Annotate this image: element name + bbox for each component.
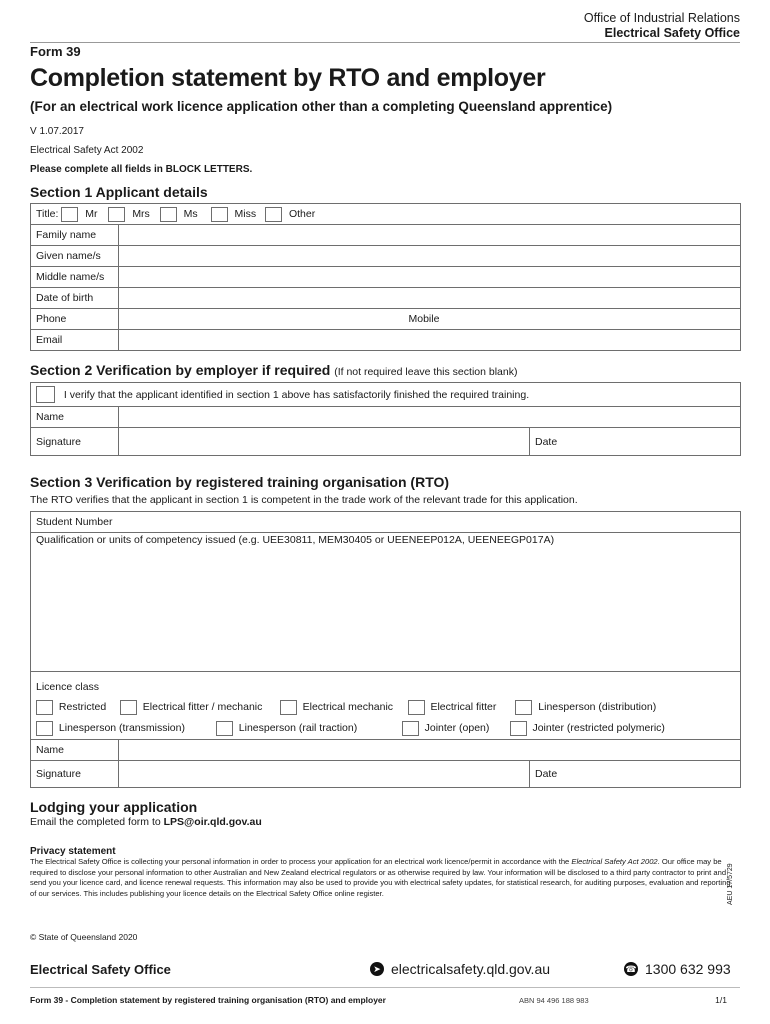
section2-heading (30, 362, 517, 378)
email-label: Email (31, 330, 119, 351)
section2-title: Section 2 Verification by employer if required (30, 362, 331, 378)
family-name-field[interactable] (119, 225, 741, 246)
employer-signature-label: Signature (31, 428, 119, 456)
section3-heading: Section 3 Verification by registered training organisation (RTO) (30, 474, 450, 490)
lodging-email-link[interactable]: LPS@oir.qld.gov.au (163, 816, 262, 828)
licence-class-cell (31, 672, 741, 740)
class-restricted-checkbox[interactable] (36, 700, 53, 715)
privacy-text-a: The Electrical Safety Office is collecting your personal information in order to process your application for an electrical work licence/permit in accordance with the (30, 857, 572, 866)
page-title: Completion statement by RTO and employer (30, 64, 546, 92)
copyright: © State of Queensland 2020 (30, 932, 138, 942)
cursor-icon: ➤ (370, 962, 384, 976)
email-field[interactable] (119, 330, 741, 351)
licence-class-row-2 (36, 717, 735, 739)
form-number: Form 39 (30, 44, 81, 59)
privacy-act-name: Electrical Safety Act 2002 (571, 857, 658, 866)
act-reference: Electrical Safety Act 2002 (30, 145, 144, 156)
class-mechanic-checkbox[interactable] (280, 700, 297, 715)
class-linesperson-transmission-checkbox[interactable] (36, 721, 53, 736)
title-other-checkbox[interactable] (265, 207, 282, 222)
licence-class-label: Licence class (36, 681, 100, 693)
phone-label: Phone (31, 309, 119, 330)
section1-heading: Section 1 Applicant details (30, 184, 208, 200)
lodging-instruction: Email the completed form to (30, 816, 164, 828)
class-jointer-open-checkbox[interactable] (402, 721, 419, 736)
aeu-code: AEU 17/5729 (727, 863, 734, 905)
verify-row (31, 383, 741, 407)
qualification-label: Qualification or units of competency issued (e.g. UEE30811, MEM30405 or UEENEEP012A, UEENEEGP017A) (36, 534, 555, 546)
title-other-label: Other (288, 208, 316, 220)
class-fitter-mechanic-checkbox[interactable] (120, 700, 137, 715)
privacy-heading: Privacy statement (30, 846, 116, 857)
office-name (584, 11, 740, 41)
title-miss-checkbox[interactable] (211, 207, 228, 222)
employer-verify-checkbox[interactable] (36, 386, 55, 403)
rto-date-field[interactable] (530, 761, 741, 788)
student-number-field[interactable] (31, 512, 741, 533)
page-subtitle: (For an electrical work licence application other than a completing Queensland apprentice) (30, 99, 613, 114)
title-label: Title: (36, 208, 59, 220)
middle-names-label: Middle name/s (31, 267, 119, 288)
footer-phone (624, 961, 731, 977)
mobile-field[interactable] (404, 309, 741, 330)
footer-abn: ABN 94 496 188 983 (519, 996, 589, 1005)
employer-verification-table (30, 382, 741, 456)
privacy-text (30, 857, 732, 899)
family-name-label: Family name (31, 225, 119, 246)
rto-signature-field[interactable] (119, 761, 530, 788)
title-ms-label: Ms (183, 208, 198, 220)
rto-name-label: Name (31, 740, 119, 761)
rto-verification-table (30, 511, 741, 788)
title-ms-checkbox[interactable] (160, 207, 177, 222)
class-linesperson-transmission-label: Linesperson (transmission) (58, 722, 185, 735)
qualification-field[interactable] (31, 533, 741, 672)
class-fitter-checkbox[interactable] (408, 700, 425, 715)
middle-names-field[interactable] (119, 267, 741, 288)
phone-number[interactable]: 1300 632 993 (645, 961, 731, 977)
unit-line: Electrical Safety Office (604, 26, 740, 40)
class-linesperson-distribution-checkbox[interactable] (515, 700, 532, 715)
employer-date-field[interactable] (530, 428, 741, 456)
class-restricted-label: Restricted (58, 701, 107, 714)
rto-signature-label: Signature (31, 761, 119, 788)
class-jointer-open-label: Jointer (open) (424, 722, 490, 735)
section3-intro: The RTO verifies that the applicant in section 1 is competent in the trade work of the relevant trade for this application. (30, 494, 578, 506)
class-fitter-mechanic-label: Electrical fitter / mechanic (142, 701, 263, 714)
given-names-label: Given name/s (31, 246, 119, 267)
dob-field[interactable] (119, 288, 741, 309)
footer-form-title: Form 39 - Completion statement by registered training organisation (RTO) and employer (30, 995, 386, 1005)
employer-signature-field[interactable] (119, 428, 530, 456)
title-miss-label: Miss (234, 208, 257, 220)
verify-statement: I verify that the applicant identified in section 1 above has satisfactorily finished the required training. (63, 388, 530, 401)
lodging-text (30, 816, 262, 828)
office-line: Office of Industrial Relations (583, 11, 740, 25)
student-number-label: Student Number (36, 516, 113, 528)
header-divider (30, 42, 740, 43)
licence-class-row-1 (36, 697, 735, 717)
title-mr-label: Mr (85, 208, 98, 220)
section2-note: (If not required leave this section blank) (334, 366, 518, 378)
employer-name-field[interactable] (119, 407, 741, 428)
employer-date-label: Date (535, 435, 558, 448)
title-mrs-label: Mrs (132, 208, 150, 220)
given-names-field[interactable] (119, 246, 741, 267)
class-mechanic-label: Electrical mechanic (302, 701, 394, 714)
footer-org: Electrical Safety Office (30, 962, 171, 977)
mobile-label: Mobile (408, 313, 440, 325)
applicant-details-table (30, 203, 741, 351)
class-linesperson-rail-checkbox[interactable] (216, 721, 233, 736)
title-mrs-checkbox[interactable] (108, 207, 125, 222)
class-linesperson-distribution-label: Linesperson (distribution) (538, 701, 657, 714)
footer-divider (30, 987, 740, 988)
dob-label: Date of birth (31, 288, 119, 309)
phone-icon: ☎ (624, 962, 638, 976)
website-link[interactable]: electricalsafety.qld.gov.au (391, 961, 551, 977)
rto-name-field[interactable] (119, 740, 741, 761)
class-fitter-label: Electrical fitter (430, 701, 497, 714)
version: V 1.07.2017 (30, 126, 84, 137)
title-mr-checkbox[interactable] (61, 207, 78, 222)
employer-name-label: Name (31, 407, 119, 428)
lodging-heading: Lodging your application (30, 799, 198, 815)
privacy-text-b: . Our office may be required to disclose your personal information to other Australian and New Zealand electrical regulators or as otherwise required by law. Your information will be disclosed to a third party contractor to print and send you your licence card, and licence renewal requests. This information may also be used to provide you with electrical safety updates, for statistical research, for auditing purposes, evaluation and reporting of our services. This includes publishing your licence details on the Electrical Safety Office online register. (30, 857, 731, 898)
page-number: 1/1 (715, 995, 727, 1005)
class-linesperson-rail-label: Linesperson (rail traction) (238, 722, 358, 735)
title-row (31, 204, 741, 225)
instruction: Please complete all fields in BLOCK LETTERS. (30, 164, 253, 175)
rto-date-label: Date (535, 768, 558, 781)
class-jointer-polymeric-label: Jointer (restricted polymeric) (532, 722, 665, 735)
footer-website (370, 961, 550, 977)
class-jointer-polymeric-checkbox[interactable] (510, 721, 527, 736)
phone-field[interactable] (119, 309, 404, 330)
